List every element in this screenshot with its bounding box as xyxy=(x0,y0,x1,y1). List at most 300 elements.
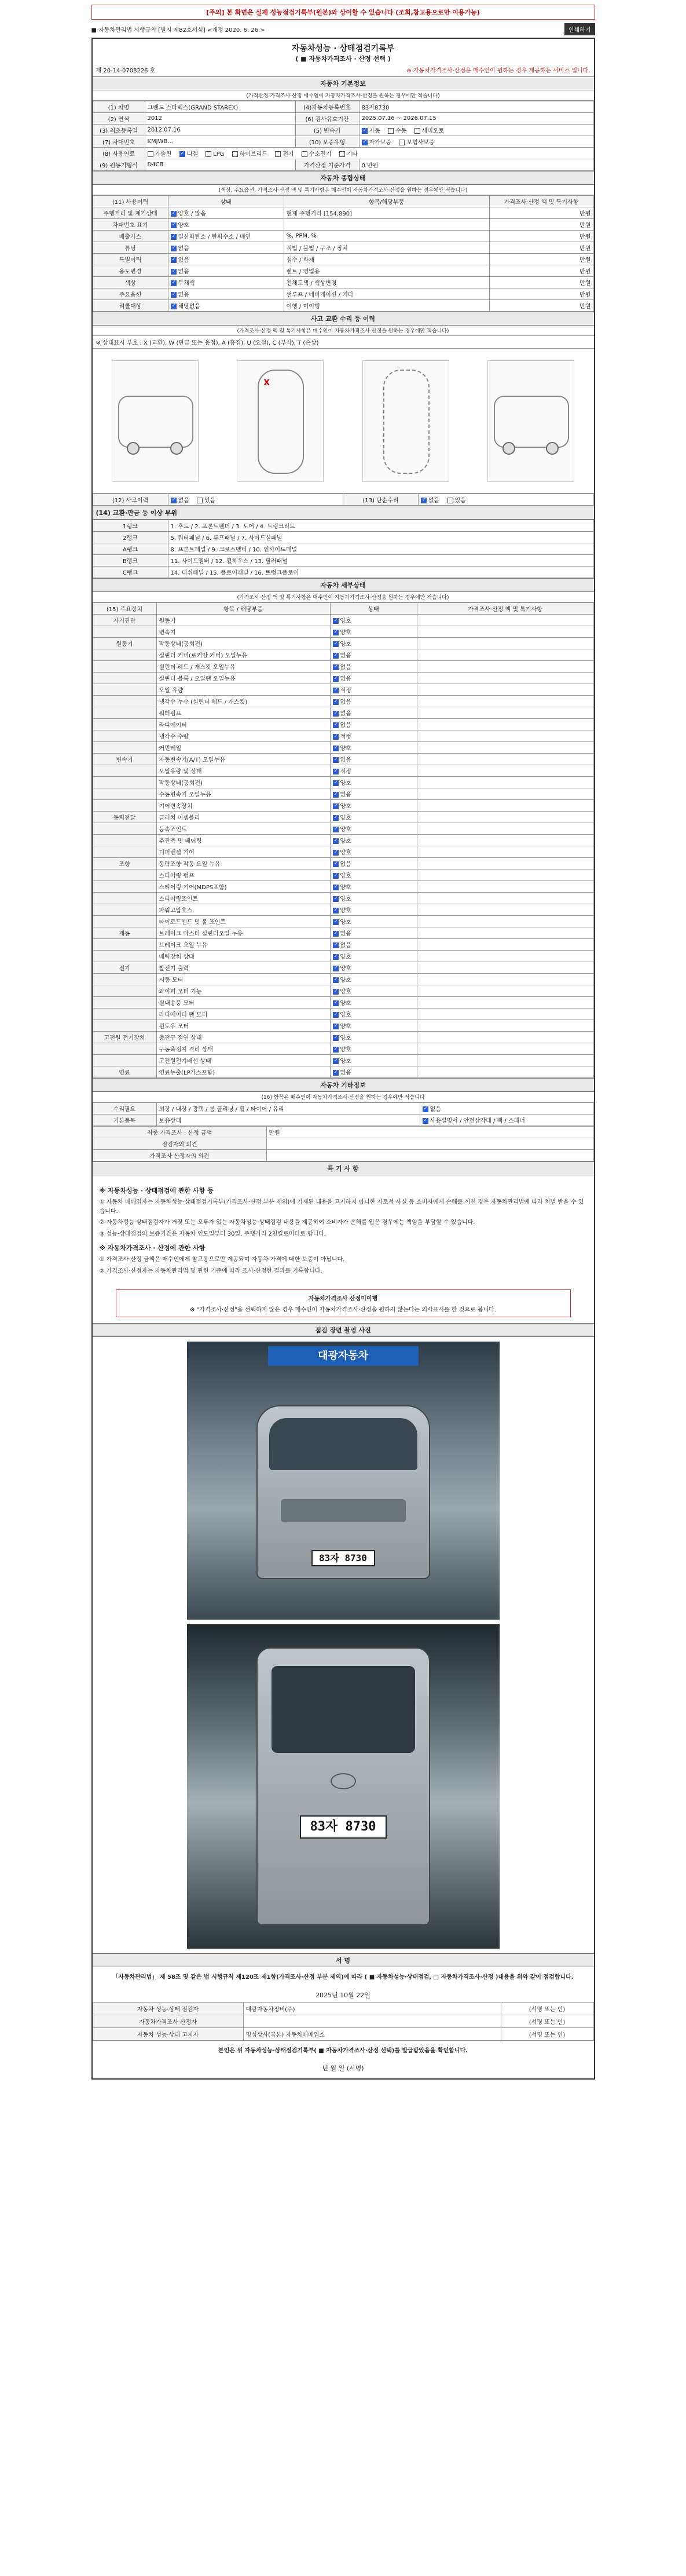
detail-state-checkbox[interactable] xyxy=(333,919,339,925)
transmission-manual-checkbox[interactable] xyxy=(388,128,394,134)
detail-item: 작동상태(공회전) xyxy=(156,777,330,788)
detail-row xyxy=(93,974,593,985)
detail-row xyxy=(93,754,593,765)
detail-row xyxy=(93,1009,593,1020)
detail-row xyxy=(93,893,593,904)
detail-group: 동력전달 xyxy=(93,812,156,823)
detail-state: ✓ 양호 xyxy=(330,638,417,649)
detail-item: 워터펌프 xyxy=(156,707,330,719)
final-price-label: 최종 가격조사 · 산정 금액 xyxy=(93,1127,266,1138)
overall-row-label: 주요옵션 xyxy=(93,288,168,300)
detail-state-checkbox[interactable] xyxy=(333,711,339,717)
detail-row xyxy=(93,1066,593,1078)
detail-row xyxy=(93,997,593,1009)
fuel-diesel-checkbox[interactable] xyxy=(179,151,185,157)
inspection-photo-rear xyxy=(187,1624,500,1949)
detail-group: 자기진단 xyxy=(93,615,156,626)
detail-row xyxy=(93,615,593,626)
detail-item: 발전기 출력 xyxy=(156,962,330,974)
detail-group xyxy=(93,974,156,985)
detail-price xyxy=(417,800,593,812)
overall-row xyxy=(93,254,593,265)
grille-shape xyxy=(281,1499,406,1522)
detail-state-checkbox[interactable] xyxy=(333,966,339,971)
detail-state-checkbox[interactable] xyxy=(333,954,339,960)
detail-group xyxy=(93,823,156,835)
detail-state-checkbox[interactable] xyxy=(333,780,339,786)
detail-item: 등속조인트 xyxy=(156,823,330,835)
warning-notice: [주의] 본 화면은 실제 성능점검기록부(원본)와 상이할 수 있습니다 (조회,참고용으로만 이용가능) xyxy=(91,5,595,20)
detail-table xyxy=(93,602,594,1078)
overall-col-item: 항목/해당부품 xyxy=(284,196,489,207)
signature-date: 2025년 10월 22일 xyxy=(316,1991,370,1999)
final-price-value: 만원 xyxy=(266,1127,593,1138)
damage-mark-x: X xyxy=(263,378,270,388)
detail-state-checkbox[interactable] xyxy=(333,827,339,832)
detail-state-checkbox[interactable] xyxy=(333,618,339,624)
detail-row xyxy=(93,649,593,661)
detail-state-checkbox[interactable] xyxy=(333,942,339,948)
fuel-hydrogen-checkbox[interactable] xyxy=(302,151,307,157)
exchange-row xyxy=(93,555,593,567)
car-top-view-front xyxy=(237,360,324,482)
car-damage-diagram xyxy=(93,349,594,494)
detail-group xyxy=(93,730,156,742)
repair-label: (13) 단순수리 xyxy=(343,494,419,506)
detail-price xyxy=(417,916,593,927)
detail-group xyxy=(93,1055,156,1066)
model-year-value: 2012 xyxy=(145,113,295,125)
detail-state-checkbox[interactable] xyxy=(333,1000,339,1006)
exchange-rank: A랭크 xyxy=(93,543,168,555)
detail-group xyxy=(93,765,156,777)
detail-row xyxy=(93,742,593,754)
detail-row xyxy=(93,939,593,951)
title-block xyxy=(93,39,594,65)
notes-paragraph: ① 자동차 매매업자는 자동차성능·상태점검기록부(가격조사·산정 부분 제외)에 기재된 내용을 고지하지 아니한 자로서 사실 등 소비자에게 손해를 끼친 경우 자동차관리법에 따라 처벌 받을 수 있습니다. xyxy=(99,1199,584,1215)
detail-state-checkbox[interactable] xyxy=(333,769,339,774)
detail-price xyxy=(417,673,593,684)
detail-state-checkbox[interactable] xyxy=(333,989,339,995)
detail-group xyxy=(93,985,156,997)
detail-state-checkbox[interactable] xyxy=(333,850,339,856)
detail-state: ✓ 양호 xyxy=(330,962,417,974)
overall-row-state: ✓ 양호 / 많음 xyxy=(168,207,284,219)
exchange-rank: 2랭크 xyxy=(93,532,168,543)
model-year-label: (2) 연식 xyxy=(93,113,145,125)
receipt-date-line: 년 월 일 (서명) xyxy=(322,2065,364,2073)
overall-table xyxy=(93,195,594,312)
detail-price xyxy=(417,730,593,742)
detail-state-checkbox[interactable] xyxy=(333,630,339,635)
vin-label: (7) 차대번호 xyxy=(93,136,145,148)
detail-row xyxy=(93,835,593,846)
overall-row-label: 용도변경 xyxy=(93,265,168,277)
detail-row xyxy=(93,788,593,800)
detail-state-checkbox[interactable] xyxy=(333,734,339,740)
overall-state-checkbox[interactable] xyxy=(171,211,177,217)
detail-item: 자동변속기(A/T) 오일누유 xyxy=(156,754,330,765)
repair-options: ✓ 없음 있음 xyxy=(419,494,594,506)
detail-note: (가격조사·산정 액 및 특기사항은 매수인이 자동차가격조사·산정을 원하는 경우에만 적습니다) xyxy=(93,592,594,602)
overall-row-detail xyxy=(284,219,489,231)
detail-row xyxy=(93,869,593,881)
doc-number-note: ※ 자동차가격조사·산정은 매수인이 원하는 경우 제공하는 서비스 입니다. xyxy=(406,68,590,74)
detail-state: ✓ 적정 xyxy=(330,765,417,777)
detail-state-checkbox[interactable] xyxy=(333,815,339,821)
detail-row xyxy=(93,881,593,893)
detail-state: ✓ 없음 xyxy=(330,719,417,730)
detail-group xyxy=(93,869,156,881)
overall-row-state: ✓ 무채색 xyxy=(168,277,284,288)
detail-state: ✓ 양호 xyxy=(330,1020,417,1032)
detail-state: ✓ 양호 xyxy=(330,985,417,997)
overall-state-checkbox[interactable] xyxy=(171,246,177,251)
signature-table xyxy=(93,2002,594,2041)
signature-role: 자동차 성능·상태 고지자 xyxy=(93,2027,243,2040)
overall-row-state: ✓ 일산화탄소 / 탄화수소 / 매연 xyxy=(168,231,284,242)
exchange-items: 14. 대쉬패널 / 15. 플로어패널 / 16. 트렁크플로어 xyxy=(168,567,593,578)
detail-state-checkbox[interactable] xyxy=(333,861,339,867)
engine-type-label: (9) 원동기형식 xyxy=(93,159,145,171)
other-note: (16) 항목은 매수인이 자동차가격조사·산정을 원하는 경우에만 적습니다 xyxy=(93,1092,594,1102)
detail-state-checkbox[interactable] xyxy=(333,931,339,937)
detail-price xyxy=(417,939,593,951)
fuel-options: 가솔린 ✓ 디젤 LPG 하이브리드 전기 수소전기 기타 xyxy=(145,148,593,159)
detail-item: 오일 유량 xyxy=(156,684,330,696)
detail-price xyxy=(417,974,593,985)
overall-row-price: 만원 xyxy=(489,242,593,254)
detail-state: ✓ 양호 xyxy=(330,869,417,881)
detail-price xyxy=(417,696,593,707)
detail-item: 변속기 xyxy=(156,626,330,638)
detail-state: ✓ 양호 xyxy=(330,1055,417,1066)
detail-state: ✓ 적정 xyxy=(330,730,417,742)
base-price-cell xyxy=(359,159,593,171)
fuel-other-checkbox[interactable] xyxy=(339,151,345,157)
detail-price xyxy=(417,869,593,881)
detail-state-checkbox[interactable] xyxy=(333,803,339,809)
detail-row xyxy=(93,823,593,835)
pricing-waiver-title: 자동차가격조사 산정미이행 xyxy=(308,1296,378,1303)
detail-item: 작동상태(공회전) xyxy=(156,638,330,649)
detail-state-checkbox[interactable] xyxy=(333,1024,339,1029)
detail-state: ✓ 없음 xyxy=(330,754,417,765)
detail-state: ✓ 없음 xyxy=(330,858,417,869)
damage-legend: ※ 상태표시 부호 : X (교환), W (판금 또는 용접), A (흠집), U (요철), C (부식), T (손상) xyxy=(93,336,594,349)
detail-price xyxy=(417,985,593,997)
inspection-period-value: 2025.07.16 ~ 2026.07.15 xyxy=(359,113,593,125)
first-reg-value: 2012.07.16 xyxy=(145,125,295,136)
detail-item: 커먼레일 xyxy=(156,742,330,754)
detail-state-checkbox[interactable] xyxy=(333,688,339,693)
detail-row xyxy=(93,800,593,812)
overall-row xyxy=(93,288,593,300)
accident-none-checkbox[interactable] xyxy=(171,498,177,503)
detail-row xyxy=(93,696,593,707)
detail-group xyxy=(93,719,156,730)
detail-group xyxy=(93,1020,156,1032)
exchange-row xyxy=(93,532,593,543)
detail-item: 수동변속기 오일누유 xyxy=(156,788,330,800)
detail-price xyxy=(417,1032,593,1043)
detail-state-checkbox[interactable] xyxy=(333,1047,339,1053)
overall-state-checkbox[interactable] xyxy=(171,222,177,228)
detail-price xyxy=(417,893,593,904)
detail-group: 조향 xyxy=(93,858,156,869)
detail-state-checkbox[interactable] xyxy=(333,757,339,763)
detail-group xyxy=(93,893,156,904)
detail-price xyxy=(417,951,593,962)
detail-row xyxy=(93,1020,593,1032)
reg-number-label: (4)자동차등록번호 xyxy=(295,101,359,113)
inspector-opinion-label: 점검자의 의견 xyxy=(93,1138,266,1150)
detail-state-checkbox[interactable] xyxy=(333,664,339,670)
detail-state-checkbox[interactable] xyxy=(333,908,339,914)
detail-state-checkbox[interactable] xyxy=(333,641,339,647)
base-price-unit: 만원 xyxy=(367,163,379,169)
signature-heading: 서 명 xyxy=(93,1953,594,1967)
detail-state: ✓ 양호 xyxy=(330,916,417,927)
transmission-options: ✓ 자동 수동 세미오토 xyxy=(359,125,593,136)
detail-state: ✓ 양호 xyxy=(330,1043,417,1055)
damage-note: (가격조사·산정 액 및 특기사항은 매수인이 자동차가격조사·산정을 원하는 경우에만 적습니다) xyxy=(93,326,594,336)
detail-item: 라디에이터 xyxy=(156,719,330,730)
detail-state: ✓ 없음 xyxy=(330,939,417,951)
signature-seal[interactable]: (서명 또는 인) xyxy=(501,2027,593,2040)
detail-price xyxy=(417,1043,593,1055)
detail-state-checkbox[interactable] xyxy=(333,699,339,705)
remarks-heading: 특 기 사 항 xyxy=(93,1161,594,1175)
detail-state-checkbox[interactable] xyxy=(333,977,339,983)
transmission-semi-checkbox[interactable] xyxy=(414,128,420,134)
detail-row xyxy=(93,858,593,869)
detail-state-checkbox[interactable] xyxy=(333,653,339,659)
other-table xyxy=(93,1102,594,1126)
detail-state-checkbox[interactable] xyxy=(333,1070,339,1076)
exchange-table xyxy=(93,520,594,578)
signature-name xyxy=(243,2015,501,2027)
detail-rows xyxy=(93,615,593,1078)
fuel-electric-checkbox[interactable] xyxy=(275,151,281,157)
reg-number-value: 83자8730 xyxy=(359,101,593,113)
print-button[interactable]: 인쇄하기 xyxy=(564,23,595,35)
fuel-hybrid-checkbox[interactable] xyxy=(232,151,238,157)
other-state-checkbox[interactable] xyxy=(423,1106,428,1112)
repair-none-checkbox[interactable] xyxy=(421,498,427,503)
signature-role: 자동차가격조사·산정자 xyxy=(93,2015,243,2027)
detail-state: ✓ 양호 xyxy=(330,881,417,893)
detail-item: 윈도우 모터 xyxy=(156,1020,330,1032)
detail-item: 스티어링조인트 xyxy=(156,893,330,904)
detail-state: ✓ 적정 xyxy=(330,684,417,696)
overall-row-label: 색상 xyxy=(93,277,168,288)
detail-state-checkbox[interactable] xyxy=(333,896,339,902)
detail-state-checkbox[interactable] xyxy=(333,1058,339,1064)
fuel-lpg-checkbox[interactable] xyxy=(206,151,211,157)
repair-yes-checkbox[interactable] xyxy=(447,498,453,503)
detail-item: 브레이크 오일 누유 xyxy=(156,939,330,951)
exchange-rows xyxy=(93,520,593,578)
detail-group xyxy=(93,649,156,661)
detail-state-checkbox[interactable] xyxy=(333,873,339,879)
overall-row-price: 만원 xyxy=(489,265,593,277)
detail-row xyxy=(93,985,593,997)
exchange-row xyxy=(93,543,593,555)
transmission-auto-checkbox[interactable] xyxy=(362,128,368,134)
detail-group xyxy=(93,904,156,916)
detail-item: 냉각수 누수 (실린더 헤드 / 개스킷) xyxy=(156,696,330,707)
vin-value: KMJWB... xyxy=(145,136,295,148)
detail-price xyxy=(417,858,593,869)
fuel-gasoline-checkbox[interactable] xyxy=(148,151,153,157)
detail-price xyxy=(417,997,593,1009)
detail-item: 실내송풍 모터 xyxy=(156,997,330,1009)
detail-state: ✓ 양호 xyxy=(330,626,417,638)
warranty-self-checkbox[interactable] xyxy=(362,140,368,145)
detail-group: 연료 xyxy=(93,1066,156,1078)
accident-label: (12) 사고이력 xyxy=(93,494,168,506)
exchange-rank: C랭크 xyxy=(93,567,168,578)
overall-state-checkbox[interactable] xyxy=(171,292,177,298)
detail-state: ✓ 없음 xyxy=(330,661,417,673)
signature-seal[interactable]: (서명 또는 인) xyxy=(501,2002,593,2015)
detail-state: ✓ 양호 xyxy=(330,615,417,626)
overall-state-checkbox[interactable] xyxy=(171,234,177,240)
inspection-period-label: (6) 검사유효기간 xyxy=(295,113,359,125)
detail-price xyxy=(417,626,593,638)
overall-note: (색상, 주요옵션, 가격조사·산정 액 및 특기사항은 매수인이 자동차가격조사·산정을 원하는 경우에만 적습니다) xyxy=(93,185,594,195)
detail-item: 추진축 및 베어링 xyxy=(156,835,330,846)
detail-state-checkbox[interactable] xyxy=(333,792,339,798)
detail-item: 실린더 커버(로커암 커버) 오일누유 xyxy=(156,649,330,661)
car-right-view xyxy=(487,360,574,482)
detail-row xyxy=(93,638,593,649)
detail-state-checkbox[interactable] xyxy=(333,885,339,890)
rear-window-shape xyxy=(272,1666,415,1753)
overall-row-detail: 이행 / 미이행 xyxy=(284,300,489,312)
detail-item: 냉각수 수량 xyxy=(156,730,330,742)
detail-state: ✓ 양호 xyxy=(330,997,417,1009)
overall-row-price: 만원 xyxy=(489,300,593,312)
detail-state: ✓ 양호 xyxy=(330,846,417,858)
detail-state-checkbox[interactable] xyxy=(333,746,339,751)
detail-heading: 자동차 세부상태 xyxy=(93,578,594,592)
signature-row xyxy=(93,2027,593,2040)
notes-title-performance: ※ 자동차성능 · 상태점검에 관한 사항 등 xyxy=(99,1187,214,1194)
overall-row xyxy=(93,219,593,231)
overall-row xyxy=(93,265,593,277)
overall-state-checkbox[interactable] xyxy=(171,280,177,286)
overall-row xyxy=(93,300,593,312)
car-name-label: (1) 차명 xyxy=(93,101,145,113)
signature-seal[interactable]: (서명 또는 인) xyxy=(501,2015,593,2027)
exchange-heading: (14) 교환·판금 등 이상 부위 xyxy=(93,506,594,520)
transmission-label: (5) 변속기 xyxy=(295,125,359,136)
detail-item: 브레이크 마스터 실린더오일 누유 xyxy=(156,927,330,939)
first-reg-label: (3) 최초등록일 xyxy=(93,125,145,136)
notes-paragraph: ② 자동차성능·상태점검자가 거짓 또는 오류가 있는 자동차성능·상태점검 내용을 제공하여 소비자가 손해를 입은 경우에는 책임을 부담할 수 있습니다. xyxy=(99,1219,475,1226)
other-row xyxy=(93,1115,593,1126)
detail-state: ✓ 없음 xyxy=(330,927,417,939)
base-price-value: 0 xyxy=(361,163,365,169)
overall-row-label: 튜닝 xyxy=(93,242,168,254)
fuel-label: (8) 사용연료 xyxy=(93,148,145,159)
overall-state-checkbox[interactable] xyxy=(171,269,177,275)
basic-info-note: (가격산정 가격조사·산정 매수인이 자동차가격조사·산정을 원하는 경우에만 적습니다) xyxy=(93,90,594,101)
detail-row xyxy=(93,684,593,696)
detail-state: ✓ 양호 xyxy=(330,812,417,823)
detail-col-item: 항목 / 해당부품 xyxy=(156,603,330,615)
detail-item: 시동 모터 xyxy=(156,974,330,985)
detail-price xyxy=(417,835,593,846)
detail-row xyxy=(93,1032,593,1043)
other-heading: 자동차 기타정보 xyxy=(93,1078,594,1092)
accident-yes-checkbox[interactable] xyxy=(197,498,203,503)
detail-state-checkbox[interactable] xyxy=(333,838,339,844)
detail-item: 실린더 블록 / 오일팬 오일누유 xyxy=(156,673,330,684)
detail-state: ✓ 없음 xyxy=(330,1066,417,1078)
warranty-insurance-checkbox[interactable] xyxy=(399,140,405,145)
other-state: ✓ 없음 xyxy=(420,1103,593,1115)
detail-state: ✓ 없음 xyxy=(330,673,417,684)
inspection-photo-front xyxy=(187,1342,500,1620)
overall-row-price: 만원 xyxy=(489,254,593,265)
overall-row-detail: 침수 / 화재 xyxy=(284,254,489,265)
detail-row xyxy=(93,707,593,719)
detail-state-checkbox[interactable] xyxy=(333,722,339,728)
detail-row xyxy=(93,1055,593,1066)
detail-item: 기어변속장치 xyxy=(156,800,330,812)
detail-group xyxy=(93,846,156,858)
overall-state-checkbox[interactable] xyxy=(171,257,177,263)
overall-row-state: ✓ 없음 xyxy=(168,265,284,277)
detail-row xyxy=(93,730,593,742)
detail-row xyxy=(93,962,593,974)
detail-col-device: (15) 주요장치 xyxy=(93,603,156,615)
accident-options: ✓ 없음 있음 xyxy=(168,494,343,506)
other-item: 보유상태 xyxy=(156,1115,420,1126)
document-title: 자동차성능 · 상태점검기록부 xyxy=(291,44,395,53)
detail-state-checkbox[interactable] xyxy=(333,1035,339,1041)
other-label: 수리필요 xyxy=(93,1103,156,1115)
overall-row-detail: 렌트 / 영업용 xyxy=(284,265,489,277)
detail-state: ✓ 없음 xyxy=(330,649,417,661)
other-state: ✓ 사용설명서 / 안전삼각대 / 잭 / 스패너 xyxy=(420,1115,593,1126)
other-item: 외장 / 내장 / 광택 / 룸 클리닝 / 휠 / 타이어 / 유리 xyxy=(156,1103,420,1115)
detail-state-checkbox[interactable] xyxy=(333,676,339,682)
detail-group xyxy=(93,997,156,1009)
detail-row xyxy=(93,927,593,939)
pricing-waiver-box xyxy=(116,1289,571,1317)
detail-price xyxy=(417,684,593,696)
detail-state-checkbox[interactable] xyxy=(333,1012,339,1018)
other-state-checkbox[interactable] xyxy=(423,1118,428,1124)
exchange-items: 11. 사이드멤버 / 12. 휠하우스 / 13. 필러패널 xyxy=(168,555,593,567)
overall-row-price: 만원 xyxy=(489,231,593,242)
notes-paragraph: ② 가격조사·산정자는 자동차관리법 및 관련 기준에 따라 조사·산정한 결과를 기록합니다. xyxy=(99,1267,322,1274)
overall-state-checkbox[interactable] xyxy=(171,304,177,309)
detail-row xyxy=(93,661,593,673)
overall-row xyxy=(93,207,593,219)
detail-group xyxy=(93,626,156,638)
detail-group xyxy=(93,800,156,812)
overall-row-label: 배출가스 xyxy=(93,231,168,242)
damage-heading: 사고 교환 수리 등 이력 xyxy=(93,312,594,326)
notes-paragraph: ① 가격조사·산정 금액은 매수인에게 참고용으로만 제공되며 자동차 가격에 대한 보증이 아닙니다. xyxy=(99,1256,345,1263)
detail-item: 와이퍼 모터 기능 xyxy=(156,985,330,997)
overall-row xyxy=(93,277,593,288)
